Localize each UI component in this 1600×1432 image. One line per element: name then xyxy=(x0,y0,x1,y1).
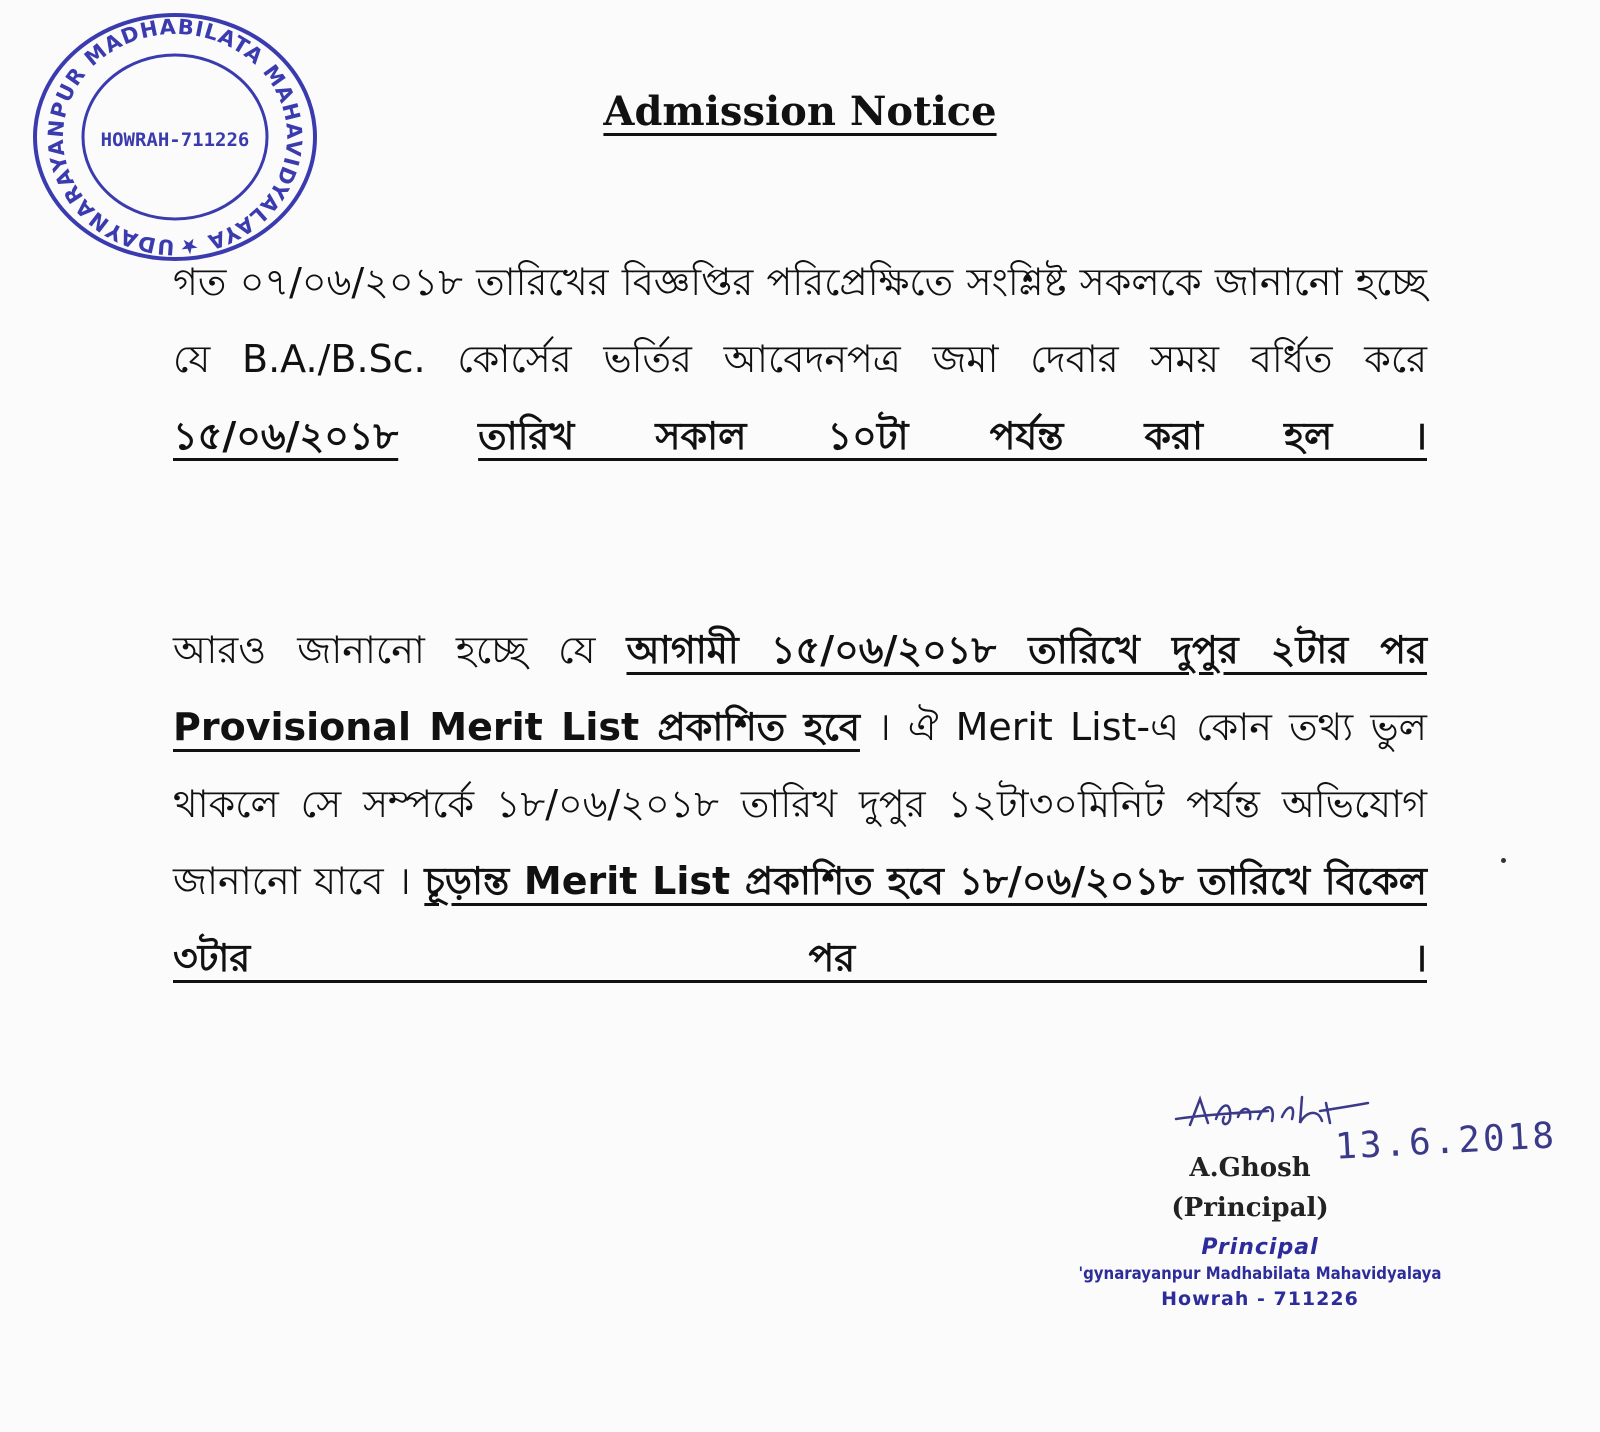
ink-dot xyxy=(1501,858,1506,863)
signatory-name: A.Ghosh xyxy=(1189,1153,1311,1183)
seal-address: Howrah - 711226 xyxy=(1161,1288,1359,1310)
stamp-center-text: HOWRAH-711226 xyxy=(100,129,250,151)
stamp-ring-text: UDAYNARAYANPUR MADHABILATA MAHAVIDYALAYA ★ xyxy=(43,14,307,260)
provisional-list-announcement: আগামী ১৫/০৬/২০১৮ তারিখে দুপুর ২টার পর Provisional Merit List প্রকাশিত হবে xyxy=(173,628,1428,749)
seal-title: Principal xyxy=(1201,1235,1319,1260)
extended-deadline-text: তারিখ সকাল ১০টা পর্যন্ত করা হল । xyxy=(478,414,1427,458)
final-list-announcement: চূড়ান্ত Merit List প্রকাশিত হবে ১৮/০৬/২০১৮ তারিখে বিকেল ৩টার পর । xyxy=(173,859,1427,980)
complaint-window-text: । ঐ Merit List-এ কোন তথ্য ভুল থাকলে সে সম্পর্কে ১৮/০৬/২০১৮ তারিখ দুপুর ১২টা৩০মিনিট পর্যন্ত অভিযোগ জানানো যাবে । xyxy=(173,705,1427,903)
paragraph-2 xyxy=(173,612,1427,997)
signature-block xyxy=(1078,1085,1580,1425)
handwritten-date: 13.6.2018 xyxy=(1334,1115,1558,1168)
seal-institution: 'gynarayanpur Madhabilata Mahavidyalaya xyxy=(1078,1264,1442,1284)
principal-seal xyxy=(1020,1235,1500,1310)
paragraph-1-text: গত ০৭/০৬/২০১৮ তারিখের বিজ্ঞপ্তির পরিপ্রেক্ষিতে সংশ্লিষ্ট সকলকে জানানো হচ্ছে যে B.A./B.Sc. কোর্সের ভর্তির আবেদনপত্র জমা দেবার সময় বর্ধিত করে xyxy=(173,260,1427,381)
notice-title: Admission Notice xyxy=(603,88,997,135)
paragraph-1 xyxy=(173,244,1427,475)
extended-date: ১৫/০৬/২০১৮ xyxy=(173,414,399,458)
college-round-stamp xyxy=(30,12,320,272)
signatory-role: (Principal) xyxy=(1171,1193,1329,1223)
paragraph-2-intro: আরও জানানো হচ্ছে যে xyxy=(173,628,596,672)
